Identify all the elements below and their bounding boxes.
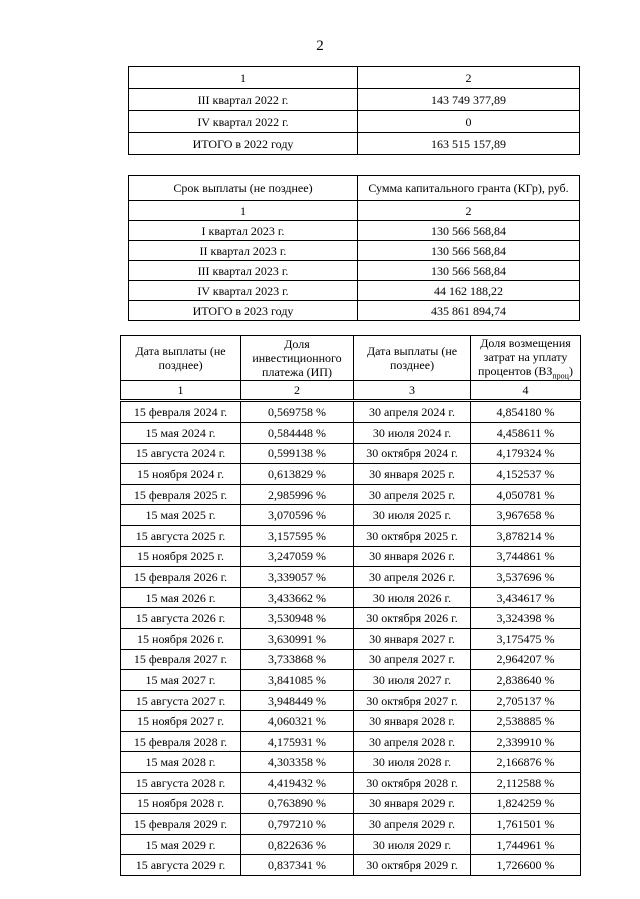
- table-row: [121, 587, 581, 608]
- interest-share-cell: 4,152537 %: [471, 464, 581, 485]
- amount-cell: 130 566 568,84: [358, 261, 580, 281]
- payment-date-cell: 15 ноября 2025 г.: [121, 546, 241, 567]
- interest-date-cell: 30 января 2026 г.: [354, 546, 471, 567]
- column-number-row: [129, 201, 580, 221]
- amount-cell: 0: [358, 111, 580, 133]
- column-header-subscript: проц: [552, 371, 569, 381]
- period-cell: I квартал 2023 г.: [129, 221, 358, 241]
- payment-date-cell: 15 февраля 2027 г.: [121, 649, 241, 670]
- table-row: [121, 670, 581, 691]
- interest-share-cell: 3,434617 %: [471, 587, 581, 608]
- amount-cell: 130 566 568,84: [358, 221, 580, 241]
- payment-date-cell: 15 мая 2024 г.: [121, 422, 241, 443]
- investment-share-cell: 0,797210 %: [241, 814, 354, 835]
- interest-date-cell: 30 апреля 2025 г.: [354, 484, 471, 505]
- investment-share-cell: 0,763890 %: [241, 793, 354, 814]
- payment-date-cell: 15 февраля 2024 г.: [121, 401, 241, 423]
- grant-table-2023: [128, 175, 580, 321]
- table-row: [121, 814, 581, 835]
- payment-date-cell: 15 августа 2028 г.: [121, 773, 241, 794]
- period-cell: II квартал 2023 г.: [129, 241, 358, 261]
- interest-date-cell: 30 июля 2027 г.: [354, 670, 471, 691]
- investment-share-cell: 3,948449 %: [241, 690, 354, 711]
- payment-date-cell: 15 февраля 2028 г.: [121, 731, 241, 752]
- table-row: [121, 567, 581, 588]
- table-row: [121, 608, 581, 629]
- interest-share-cell: 2,339910 %: [471, 731, 581, 752]
- payment-date-cell: 15 мая 2025 г.: [121, 505, 241, 526]
- interest-date-cell: 30 июля 2028 г.: [354, 752, 471, 773]
- interest-date-cell: 30 января 2025 г.: [354, 464, 471, 485]
- column-header: Доля инвестиционного платежа (ИП): [241, 336, 354, 381]
- investment-share-cell: 0,599138 %: [241, 443, 354, 464]
- period-cell: IV квартал 2023 г.: [129, 281, 358, 301]
- table-row: [129, 221, 580, 241]
- table-row: [121, 834, 581, 855]
- interest-share-cell: 2,838640 %: [471, 670, 581, 691]
- interest-share-cell: 1,726600 %: [471, 855, 581, 876]
- interest-share-cell: 1,824259 %: [471, 793, 581, 814]
- amount-cell: 130 566 568,84: [358, 241, 580, 261]
- column-number: 2: [241, 381, 354, 401]
- interest-date-cell: 30 июля 2024 г.: [354, 422, 471, 443]
- payment-date-cell: 15 ноября 2024 г.: [121, 464, 241, 485]
- investment-share-cell: 3,530948 %: [241, 608, 354, 629]
- interest-share-cell: 2,964207 %: [471, 649, 581, 670]
- interest-share-cell: 3,324398 %: [471, 608, 581, 629]
- total-row: [129, 301, 580, 321]
- column-number: 4: [471, 381, 581, 401]
- payment-date-cell: 15 ноября 2028 г.: [121, 793, 241, 814]
- payment-date-cell: 15 августа 2027 г.: [121, 690, 241, 711]
- investment-share-cell: 4,175931 %: [241, 731, 354, 752]
- period-cell: III квартал 2023 г.: [129, 261, 358, 281]
- period-cell: IV квартал 2022 г.: [129, 111, 358, 133]
- total-row: [129, 133, 580, 155]
- payment-date-cell: 15 августа 2025 г.: [121, 525, 241, 546]
- interest-share-cell: 2,166876 %: [471, 752, 581, 773]
- page-number: 2: [316, 38, 324, 54]
- payment-date-cell: 15 мая 2028 г.: [121, 752, 241, 773]
- interest-date-cell: 30 октября 2028 г.: [354, 773, 471, 794]
- column-header: [471, 336, 581, 381]
- investment-share-cell: 4,303358 %: [241, 752, 354, 773]
- investment-share-cell: 3,433662 %: [241, 587, 354, 608]
- interest-share-cell: 3,878214 %: [471, 525, 581, 546]
- investment-share-cell: 3,630991 %: [241, 628, 354, 649]
- column-number-row: [129, 67, 580, 89]
- interest-share-cell: 4,458611 %: [471, 422, 581, 443]
- header-row: [121, 336, 581, 381]
- column-header-tail: ): [568, 364, 573, 378]
- interest-share-cell: 4,179324 %: [471, 443, 581, 464]
- interest-share-cell: 1,744961 %: [471, 834, 581, 855]
- interest-date-cell: 30 октября 2026 г.: [354, 608, 471, 629]
- interest-date-cell: 30 июля 2025 г.: [354, 505, 471, 526]
- column-number: 1: [129, 201, 358, 221]
- payment-date-cell: 15 ноября 2027 г.: [121, 711, 241, 732]
- interest-share-cell: 4,854180 %: [471, 401, 581, 423]
- column-number: 2: [358, 201, 580, 221]
- interest-date-cell: 30 октября 2027 г.: [354, 690, 471, 711]
- interest-share-cell: 3,175475 %: [471, 628, 581, 649]
- table-row: [129, 281, 580, 301]
- period-cell: III квартал 2022 г.: [129, 89, 358, 111]
- investment-share-cell: 0,584448 %: [241, 422, 354, 443]
- interest-date-cell: 30 апреля 2027 г.: [354, 649, 471, 670]
- interest-share-cell: 2,538885 %: [471, 711, 581, 732]
- investment-share-cell: 2,985996 %: [241, 484, 354, 505]
- payment-date-cell: 15 августа 2024 г.: [121, 443, 241, 464]
- table-row: [121, 628, 581, 649]
- column-number: 1: [121, 381, 241, 401]
- payment-date-cell: 15 мая 2027 г.: [121, 670, 241, 691]
- investment-share-cell: 4,419432 %: [241, 773, 354, 794]
- column-header: Дата выплаты (не позднее): [121, 336, 241, 381]
- investment-share-cell: 0,822636 %: [241, 834, 354, 855]
- interest-date-cell: 30 января 2027 г.: [354, 628, 471, 649]
- interest-share-cell: 2,705137 %: [471, 690, 581, 711]
- investment-share-cell: 3,157595 %: [241, 525, 354, 546]
- interest-date-cell: 30 января 2029 г.: [354, 793, 471, 814]
- interest-date-cell: 30 октября 2024 г.: [354, 443, 471, 464]
- table-row: [129, 111, 580, 133]
- table-row: [121, 443, 581, 464]
- investment-share-cell: 0,569758 %: [241, 401, 354, 423]
- schedule-body: [121, 401, 581, 876]
- interest-date-cell: 30 октября 2025 г.: [354, 525, 471, 546]
- interest-date-cell: 30 июля 2026 г.: [354, 587, 471, 608]
- table-row: [121, 793, 581, 814]
- table-row: [121, 711, 581, 732]
- investment-share-cell: 3,339057 %: [241, 567, 354, 588]
- table-row: [121, 525, 581, 546]
- interest-date-cell: 30 апреля 2024 г.: [354, 401, 471, 423]
- table-row: [121, 855, 581, 876]
- investment-share-cell: 3,841085 %: [241, 670, 354, 691]
- column-number: 1: [129, 67, 358, 89]
- table-row: [121, 464, 581, 485]
- grant-table-2022: [128, 66, 580, 155]
- column-header-text: Доля возмещения затрат на уплату процентов (ВЗ: [478, 336, 571, 378]
- investment-share-cell: 0,837341 %: [241, 855, 354, 876]
- payment-date-cell: 15 августа 2026 г.: [121, 608, 241, 629]
- payment-date-cell: 15 мая 2029 г.: [121, 834, 241, 855]
- table-row: [129, 241, 580, 261]
- interest-date-cell: 30 июля 2029 г.: [354, 834, 471, 855]
- column-header: Дата выплаты (не позднее): [354, 336, 471, 381]
- interest-date-cell: 30 октября 2029 г.: [354, 855, 471, 876]
- amount-cell: 435 861 894,74: [358, 301, 580, 321]
- investment-share-cell: 3,070596 %: [241, 505, 354, 526]
- column-number: 2: [358, 67, 580, 89]
- investment-share-cell: 0,613829 %: [241, 464, 354, 485]
- payment-date-cell: 15 февраля 2029 г.: [121, 814, 241, 835]
- column-header: Сумма капитального гранта (КГр), руб.: [358, 176, 580, 201]
- interest-share-cell: 3,537696 %: [471, 567, 581, 588]
- interest-share-cell: 2,112588 %: [471, 773, 581, 794]
- table-row: [121, 731, 581, 752]
- payment-date-cell: 15 августа 2029 г.: [121, 855, 241, 876]
- period-cell: ИТОГО в 2022 году: [129, 133, 358, 155]
- interest-date-cell: 30 января 2028 г.: [354, 711, 471, 732]
- payment-date-cell: 15 ноября 2026 г.: [121, 628, 241, 649]
- amount-cell: 163 515 157,89: [358, 133, 580, 155]
- interest-date-cell: 30 апреля 2026 г.: [354, 567, 471, 588]
- payment-date-cell: 15 февраля 2026 г.: [121, 567, 241, 588]
- payment-date-cell: 15 мая 2026 г.: [121, 587, 241, 608]
- interest-share-cell: 3,744861 %: [471, 546, 581, 567]
- investment-share-cell: 3,247059 %: [241, 546, 354, 567]
- column-number: 3: [354, 381, 471, 401]
- period-cell: ИТОГО в 2023 году: [129, 301, 358, 321]
- amount-cell: 143 749 377,89: [358, 89, 580, 111]
- column-header: Срок выплаты (не позднее): [129, 176, 358, 201]
- table-row: [129, 89, 580, 111]
- amount-cell: 44 162 188,22: [358, 281, 580, 301]
- interest-date-cell: 30 апреля 2029 г.: [354, 814, 471, 835]
- table-row: [121, 422, 581, 443]
- table-row: [121, 401, 581, 423]
- interest-share-cell: 1,761501 %: [471, 814, 581, 835]
- interest-date-cell: 30 апреля 2028 г.: [354, 731, 471, 752]
- investment-share-cell: 4,060321 %: [241, 711, 354, 732]
- table-row: [121, 690, 581, 711]
- interest-share-cell: 3,967658 %: [471, 505, 581, 526]
- interest-share-cell: 4,050781 %: [471, 484, 581, 505]
- table-row: [121, 752, 581, 773]
- table-row: [121, 546, 581, 567]
- table-row: [129, 261, 580, 281]
- investment-share-cell: 3,733868 %: [241, 649, 354, 670]
- table-row: [121, 649, 581, 670]
- payment-schedule-table: [120, 335, 581, 876]
- table-row: [121, 773, 581, 794]
- column-number-row: [121, 381, 581, 401]
- header-row: [129, 176, 580, 201]
- table-row: [121, 484, 581, 505]
- table-row: [121, 505, 581, 526]
- payment-date-cell: 15 февраля 2025 г.: [121, 484, 241, 505]
